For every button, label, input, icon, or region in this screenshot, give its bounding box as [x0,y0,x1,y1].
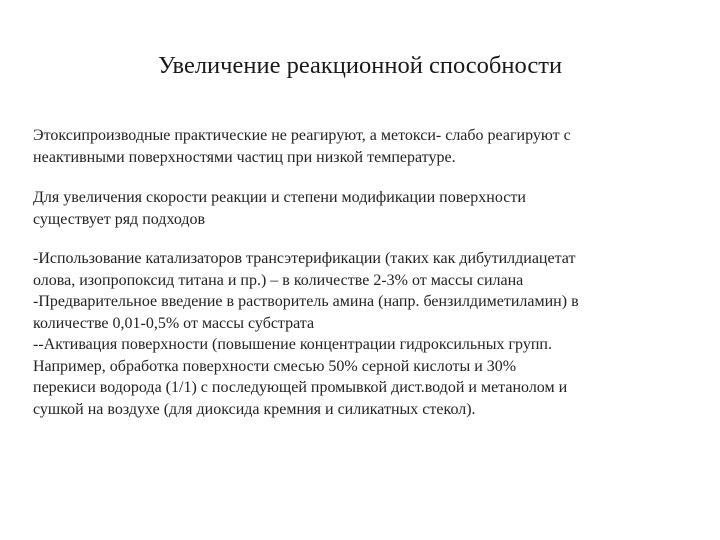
text-line: количестве 0,01-0,5% от массы субстрата [33,314,315,332]
text-line: --Активация поверхности (повышение концентрации гидроксильных групп. [33,336,552,353]
text-line: перекиси водорода (1/1) с последующей промывкой дист.водой и метанолом и [33,379,568,396]
paragraph-ethoxy [33,125,693,168]
slide-title: Увеличение реакционной способности [157,52,563,79]
text-line: Например, обработка поверхности смесью 50% серной кислоты и 30% [33,357,517,375]
paragraph-methods-list [33,248,693,420]
slide-body [33,125,693,420]
text-line: Для увеличения скорости реакции и степени модификации поверхности [33,189,526,206]
text-line: олова, изопропоксид титана и пр.) – в количестве 2-3% от массы силана [33,271,524,289]
text-line: -Использование катализаторов трансэтерификации (таких как дибутилдиацетат [33,250,576,267]
text-line: существует ряд подходов [33,210,206,228]
text-line: сушкой на воздухе (для диоксида кремния и силикатных стекол). [33,400,476,418]
text-line: Этоксипроизводные практические не реагируют, а метокси- слабо реагируют с [33,127,571,144]
text-line: -Предварительное введение в растворитель амина (напр. бензилдиметиламин) в [33,293,579,310]
text-line: неактивными поверхностями частиц при низкой температуре. [33,148,456,166]
paragraph-approaches [33,187,693,230]
